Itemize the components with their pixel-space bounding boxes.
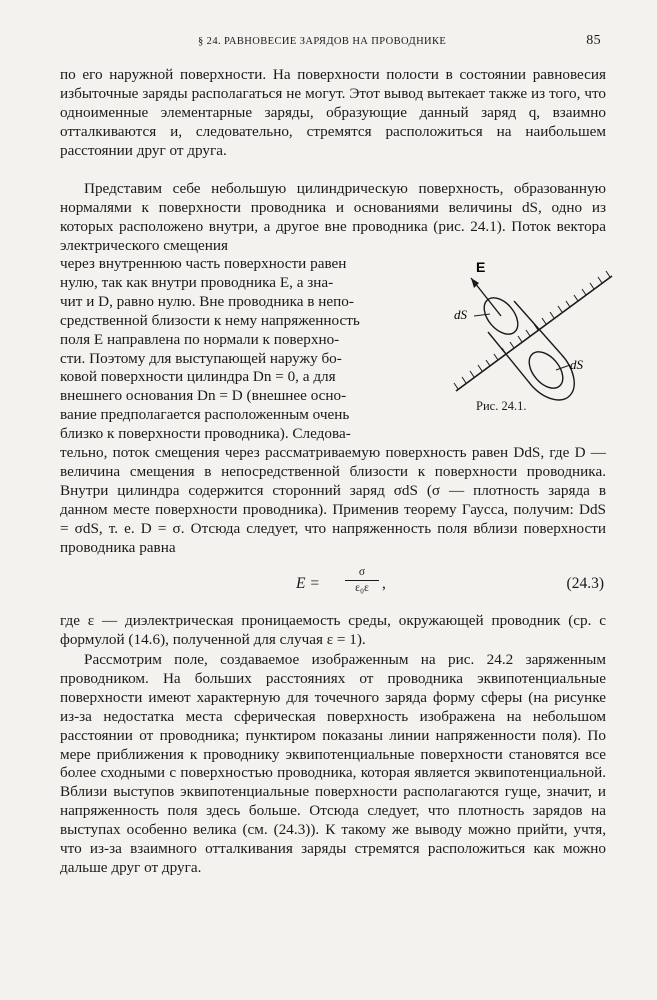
label-dS-top: dS	[454, 307, 467, 322]
fraction-bar	[345, 580, 379, 581]
side-line: поля E направлена по нормали к поверхно-	[60, 330, 340, 348]
formula-comma: ,	[382, 575, 386, 592]
side-line: внешнего основания Dn = D (внешнее осно-	[60, 387, 347, 405]
label-E: E	[476, 259, 486, 275]
figure-24-1	[446, 256, 616, 431]
side-line: вание предполагается расположенным очень	[60, 406, 350, 424]
side-line: средственной близости к нему напряженность	[60, 311, 360, 329]
side-line: через внутреннюю часть поверхности равен	[60, 255, 347, 272]
paragraph-4: Рассмотрим поле, создаваемое изображенным на рис. 24.2 заряженным проводником. На больших расстояниях от проводника эквипотенциальные поверхности имеют характерную для точечного заряда форму сферы (на рисунке из-за недостатка места сферическая поверхность изображена на небольшом расстоянии от проводника; пунктиром показаны линии напряженности поля). По мере приближения к проводнику эквипотенциальные поверхности становятся все более сходными с поверхностью проводника, которая является эквипотенциальной. Вблизи выступов эквипотенциальные поверхности располагаются гуще, значит, и напряженность поля здесь больше. Отсюда следует, что плотность зарядов на выступах особенно велика (см. (24.3)). К такому же выводу можно прийти, учтя, что из-за взаимного отталкивания заряды стремятся расположиться как можно дальше друг от друга.	[60, 651, 606, 876]
side-line: сти. Поэтому для выступающей наружу бо-	[60, 349, 342, 367]
paragraph-2-side	[60, 255, 440, 444]
conductor-surface-line	[456, 276, 612, 391]
formula-lhs: E =	[296, 575, 320, 592]
label-dS-bottom: dS	[570, 357, 583, 372]
running-header-title: § 24. РАВНОВЕСИЕ ЗАРЯДОВ НА ПРОВОДНИКЕ	[198, 36, 447, 47]
figure-caption: Рис. 24.1.	[476, 399, 527, 413]
side-line: нулю, так как внутри проводника E, а зна-	[60, 273, 334, 291]
formula-numerator: σ	[358, 566, 366, 578]
formula-fraction	[345, 566, 379, 595]
running-header	[88, 30, 601, 50]
paragraph-2-bottom: тельно, поток смещения через рассматриваемую поверхность равен DdS, где D — величина смещения в непосредственной близости к поверхности проводника. Внутри цилиндра содержится сторонний заряд σdS (σ — плотность заряда в данном месте поверхности проводника). Применив теорему Гаусса, получим: DdS = σdS, т. е. D = σ. Отсюда следует, что напряженность поля вблизи поверхности проводника равна	[60, 444, 606, 556]
equation-number: (24.3)	[566, 575, 604, 592]
paragraph-3: где ε — диэлектрическая проницаемость среды, окружающей проводник (ср. с формулой (14.6), полученной для случая ε = 1).	[60, 612, 606, 648]
side-line: близко к поверхности проводника). Следова-	[60, 425, 351, 443]
paragraph-1: по его наружной поверхности. На поверхности полости в состоянии равновесия избыточные заряды располагаться не могут. Этот вывод вытекает также из того, что одноименные элементарные заряды, образующие данный заряд q, взаимно отталкиваются и, следовательно, стремятся расположиться на наибольшем расстоянии друг от друга.	[60, 66, 606, 159]
page-number: 85	[586, 33, 601, 48]
cylinder-diagram	[446, 256, 616, 431]
paragraph-2-top: Представим себе небольшую цилиндрическую поверхность, образованную нормалями к поверхности проводника и основаниями величины dS, одно из которых расположено внутри, а другое вне проводника (рис. 24.1). Поток вектора электрического смещения	[60, 180, 606, 254]
side-line: ковой поверхности цилиндра Dn = 0, а для	[60, 368, 336, 386]
formula-denominator: ε₀ε	[355, 582, 369, 594]
formula-24-3	[60, 566, 606, 606]
side-line: чит и D, равно нулю. Вне проводника в непо-	[60, 292, 354, 310]
